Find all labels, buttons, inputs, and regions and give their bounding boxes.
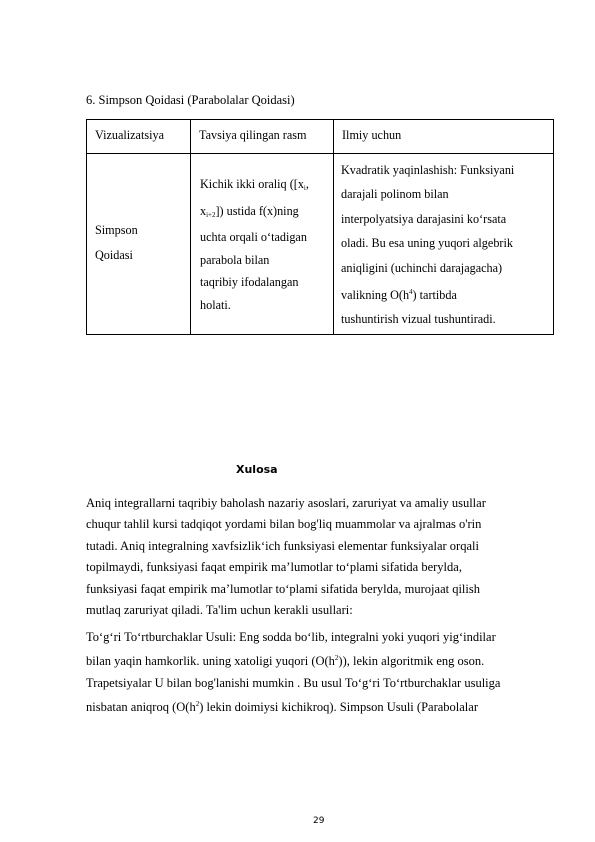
conclusion-paragraph-1	[86, 493, 566, 621]
paragraph-line: Trapetsiyalar U bilan bog'lanishi mumkin . Bu usul To‘g‘ri To‘rtburchaklar usuliga	[86, 675, 501, 690]
cell-text-line: taqribiy ifodalangan	[200, 275, 299, 290]
cell-text-line: oladi. Bu esa uning yuqori algebrik	[341, 236, 513, 251]
paragraph-line: topilmaydi, funksiyasi faqat empirik ma’lumotlar to‘plami sifatida berylda,	[86, 560, 462, 575]
cell-text-line: uchta orqali o‘tadigan	[200, 230, 307, 245]
header-cell-tavsiya: Tavsiya qilingan rasm	[191, 120, 334, 154]
header-cell-ilmiy: Ilmiy uchun	[334, 120, 554, 154]
cell-text-line: tushuntirish vizual tushuntiradi.	[341, 312, 496, 327]
cell-recommended-picture	[191, 154, 334, 335]
cell-text-line: valikning $O(h^4)$ tartibda	[341, 288, 457, 303]
paragraph-line: nisbatan aniqroq ($O(h^2)$ lekin doimiysi kichikroq). Simpson Usuli (Parabolalar	[86, 700, 478, 715]
conclusion-title: Xulosa	[236, 463, 278, 476]
cell-method-name	[87, 154, 191, 335]
paragraph-line: tutadi. Aniq integralning xavfsizlik‘ich funksiyasi elementar funksiyalar orqali	[86, 538, 479, 553]
cell-text-line: holati.	[200, 297, 231, 312]
cell-text-line: $x_{i+2}$]) ustida f(x)ning	[200, 203, 299, 219]
cell-text-line: aniqligini (uchinchi darajagacha)	[341, 260, 503, 275]
cell-scientific	[334, 154, 554, 335]
cell-text-line: interpolyatsiya darajasini ko‘rsata	[341, 211, 507, 226]
header-cell-vizualizatsiya: Vizualizatsiya	[87, 120, 191, 154]
paragraph-line: funksiyasi faqat empirik ma’lumotlar to‘plami sifatida berylda, murojaat qilish	[86, 581, 480, 596]
paragraph-line: mutlaq zaruriyat qiladi. Ta'lim uchun kerakli usullari:	[86, 603, 353, 618]
table-header-row	[87, 120, 554, 154]
cell-text-line: Qoidasi	[95, 248, 133, 262]
cell-text-line: Simpson	[95, 223, 138, 237]
paragraph-line: To‘g‘ri To‘rtburchaklar Usuli: Eng sodda bo‘lib, integralni yoki yuqori yig‘indilar	[86, 630, 496, 644]
cell-text-line: Kichik ikki oraliq ([$x_i$,	[200, 177, 309, 192]
cell-text-line: parabola bilan	[200, 252, 270, 267]
paragraph-line: chuqur tahlil kursi tadqiqot yordami bilan bog'liq muammolar va ajralmas o'rin	[86, 517, 482, 532]
simpson-table	[86, 119, 554, 335]
cell-text-line: darajali polinom bilan	[341, 187, 449, 202]
section-heading: 6. Simpson Qoidasi (Parabolalar Qoidasi)	[86, 93, 295, 107]
conclusion-paragraph-2	[86, 627, 566, 719]
table-row	[87, 154, 554, 335]
paragraph-line: bilan yaqin hamkorlik. uning xatoligi yuqori $(O(h^2))$, lekin algoritmik eng oson.	[86, 654, 485, 669]
cell-text-line: Kvadratik yaqinlashish: Funksiyani	[341, 163, 515, 177]
page-number: 29	[313, 816, 325, 826]
paragraph-line: Aniq integrallarni taqribiy baholash nazariy asoslari, zaruriyat va amaliy usullar	[86, 496, 486, 510]
